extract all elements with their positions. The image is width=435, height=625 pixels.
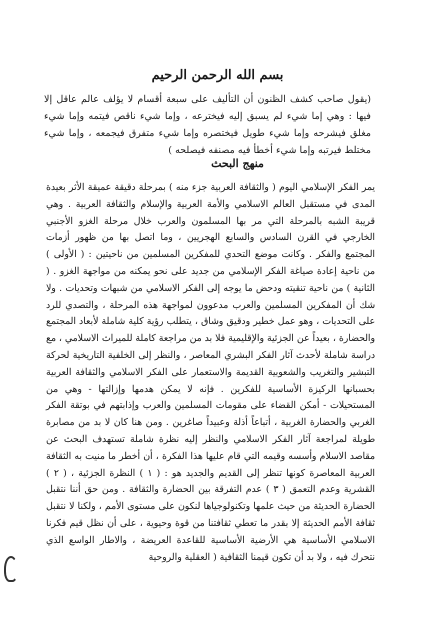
basmala-heading: بسم الله الرحمن الرحيم (151, 68, 284, 83)
page-edge-mark (4, 556, 18, 582)
section-heading: منهج البحث (211, 157, 264, 170)
intro-quote-paragraph: (يقول صاحب كشف الظنون أن التأليف على سبعة أقسام لا يؤلف عالم عاقل إلا فيها : وهي إما شيء لم يسبق إليه فيخترعه ، وإما شيء ناقص فيتمه وإما شيء مغلق فيشرحه وإما شيء طويل فيختصره وإما شيء متفرق فيجمعه ، وإما شيء مختلط فيرتبه وإما شيء أخطأ فيه مصنفه فيصلحه ) (44, 94, 371, 156)
body-paragraph: يمر الفكر الإسلامي اليوم ( والثقافة العربية جزء منه ) بمرحلة دقيقة عميقة الأثر بعيدة المدى في مستقبل العالم الاسلامي والأمة العربية والإسلام والثقافة العربية . وهي قريبة الشبه بالمرحلة التي مر بها المسلمون والعرب خلال مرحلة الغزو الأجنبي الخارجي في القرن السادس والسابع الهجريين ، وما اتصل بها من ظهور أزمات المجتمع والفكر . وكانت موضع التحدي للمفكرين المسلمين من ناحيتين : ( الأولى ) من ناحية إعادة صياغة الفكر الإسلامي من جديد على نحو يمكنه من مواجهة الغزو . ( الثانية ) من ناحية تنقيته ودحض ما يوجه إلى الفكر الاسلامي من شبهات وتحديات . ولا شك أن المفكرين المسلمين والعرب مدعوون لمواجهة هذه المرحلة ، والتصدي للرد على التحديات ، وهو عمل خطير ودقيق وشاق ، يتطلب رؤية كلية شاملة لأبعاد المجتمع والحضارة ، بعيداً عن الجزئية والإقليمية فلا بد من مراجعة كاملة للميراث الاسلامي ، مع دراسة شاملة لأحدث آثار الفكر البشري المعاصر ، والنظر إلى الخلفية التاريخية لحركة التبشير والتغريب والشعوبية القديمة والاستعمار على الفكر الاسلامي والثقافة العربية بحسبانها الركيزة الأساسية للفكرين . فإنه لا يمكن هدمها وإزالتها - وهي من المستحيلات - أمكن القضاء على مقومات المسلمين والعرب وإذابتهم في بوتقة الفكر الغربي والحضارة الغربية ، أتباعاً أذلة وعبيداً صاغرين . ومن هنا كان لا بد من مصابرة طويلة لمراجعة آثار الفكر الاسلامي والنظر إليه نظرة شاملة تستهدف البحث عن مقاصد الاسلام وأسسه وقيمه التي قام عليها هذا الفكرة ، أن أخطر ما منيت به الثقافة العربية المعاصرة كونها تنظر إلى القديم والجديد هو : ( ١ ) النظرة الجزئية ، ( ٢ ) القشرية وعدم التعمق ( ٣ ) عدم التفرقة بين الحضارة والثقافة . ومن حق أننا نتقبل الحضارة الحديثة من حيث علمها وتكنولوجياها لنكون على مستوى الأمم ، ولكنا لا نتقبل ثقافة الأمم الحديثة إلا بقدر ما تعطي ثقافتنا من قوة وحيوية ، على أن نظل قيم فكرنا الاسلامي الأساسية هي الأرضية الأساسية للقاعدة العريضة ، والاطار الواسع الذي نتحرك فيه ، ولا بد أن تكون قيمنا الثقافية ( العقلية والروحية (46, 182, 375, 563)
